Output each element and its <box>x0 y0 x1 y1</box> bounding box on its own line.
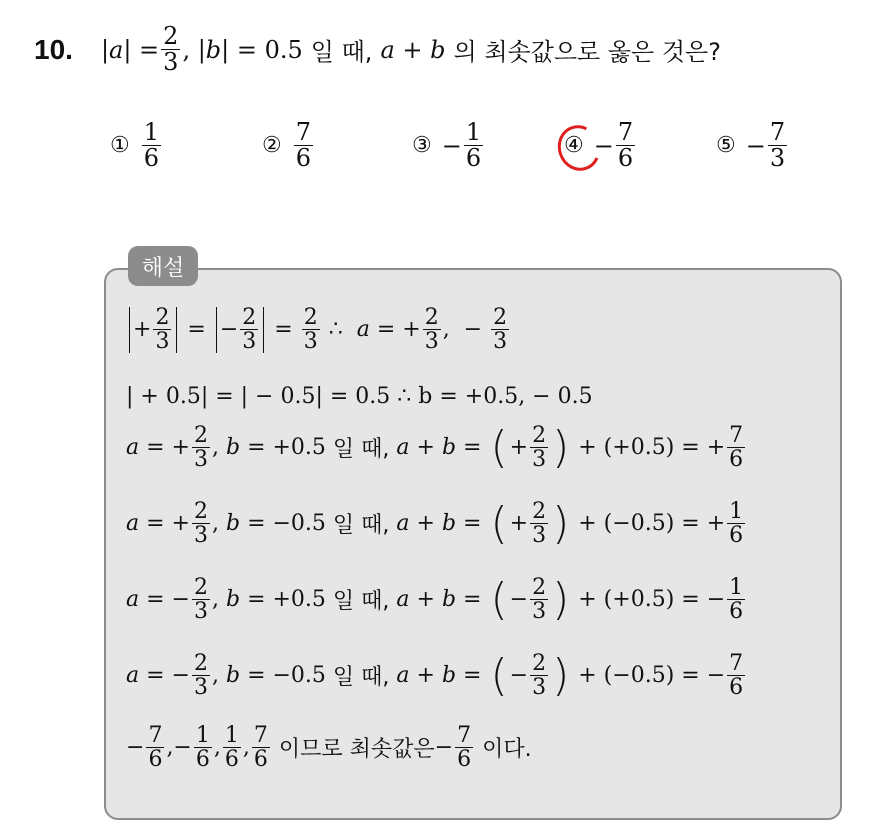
choice-5[interactable]: ⑤ − $\frac{7}{3}$ <box>716 118 786 173</box>
solution-tag: 해설 <box>128 246 198 286</box>
solution-conclusion: − $\frac{7}{6}$ ,− $\frac{1}{6}$ , $\frac{1}{6}$ , $\frac{7}{6}$ 이므로 최솟값은 − $\frac{7}{6}$ 이다. <box>126 723 532 773</box>
question-line: 10. |a| = $\frac{2}{3}$ , |b| = 0.5 일 때, a + b 의 최솟값으로 옳은 것은? <box>34 22 721 77</box>
solution-line-3: a = + $\frac{2}{3}$ , b = +0.5 일 때, a + b = ( + $\frac{2}{3}$ ) + (+0.5) = + $\frac{7}{6}$ <box>126 421 744 473</box>
choice-1[interactable]: ① $\frac{1}{6}$ <box>110 118 160 173</box>
solution-line-4: a = + $\frac{2}{3}$ , b = −0.5 일 때, a + b = ( + $\frac{2}{3}$ ) + (−0.5) = + $\frac{1}{6}$ <box>126 497 744 549</box>
solution-line-5: a = − $\frac{2}{3}$ , b = +0.5 일 때, a + b = ( − $\frac{2}{3}$ ) + (+0.5) = − $\frac{1}{6}$ <box>126 573 744 625</box>
selected-answer-circle: ④ <box>564 133 584 159</box>
a-abs-fraction: $\frac{2}{3}$ <box>163 22 179 77</box>
solution-line-1: + $\frac{2}{3}$ = − $\frac{2}{3}$ = $\frac{2}{3}$ ∴ a = + $\frac{2}{3}$ , − $\frac{2}{3}$ <box>126 306 511 353</box>
choice-4-selected[interactable]: ④ − $\frac{7}{6}$ <box>564 118 634 173</box>
question-text: 의 최솟값으로 옳은 것은? <box>453 38 721 67</box>
choice-3[interactable]: ③ − $\frac{1}{6}$ <box>412 118 482 173</box>
choice-2[interactable]: ② $\frac{7}{6}$ <box>262 118 312 173</box>
solution-line-2: | + 0.5| = | − 0.5| = 0.5 ∴ b = +0.5, − 0.5 <box>126 384 593 409</box>
question-number: 10. <box>34 33 73 65</box>
solution-line-6: a = − $\frac{2}{3}$ , b = −0.5 일 때, a + b = ( − $\frac{2}{3}$ ) + (−0.5) = − $\frac{7}{6}$ <box>126 649 744 701</box>
